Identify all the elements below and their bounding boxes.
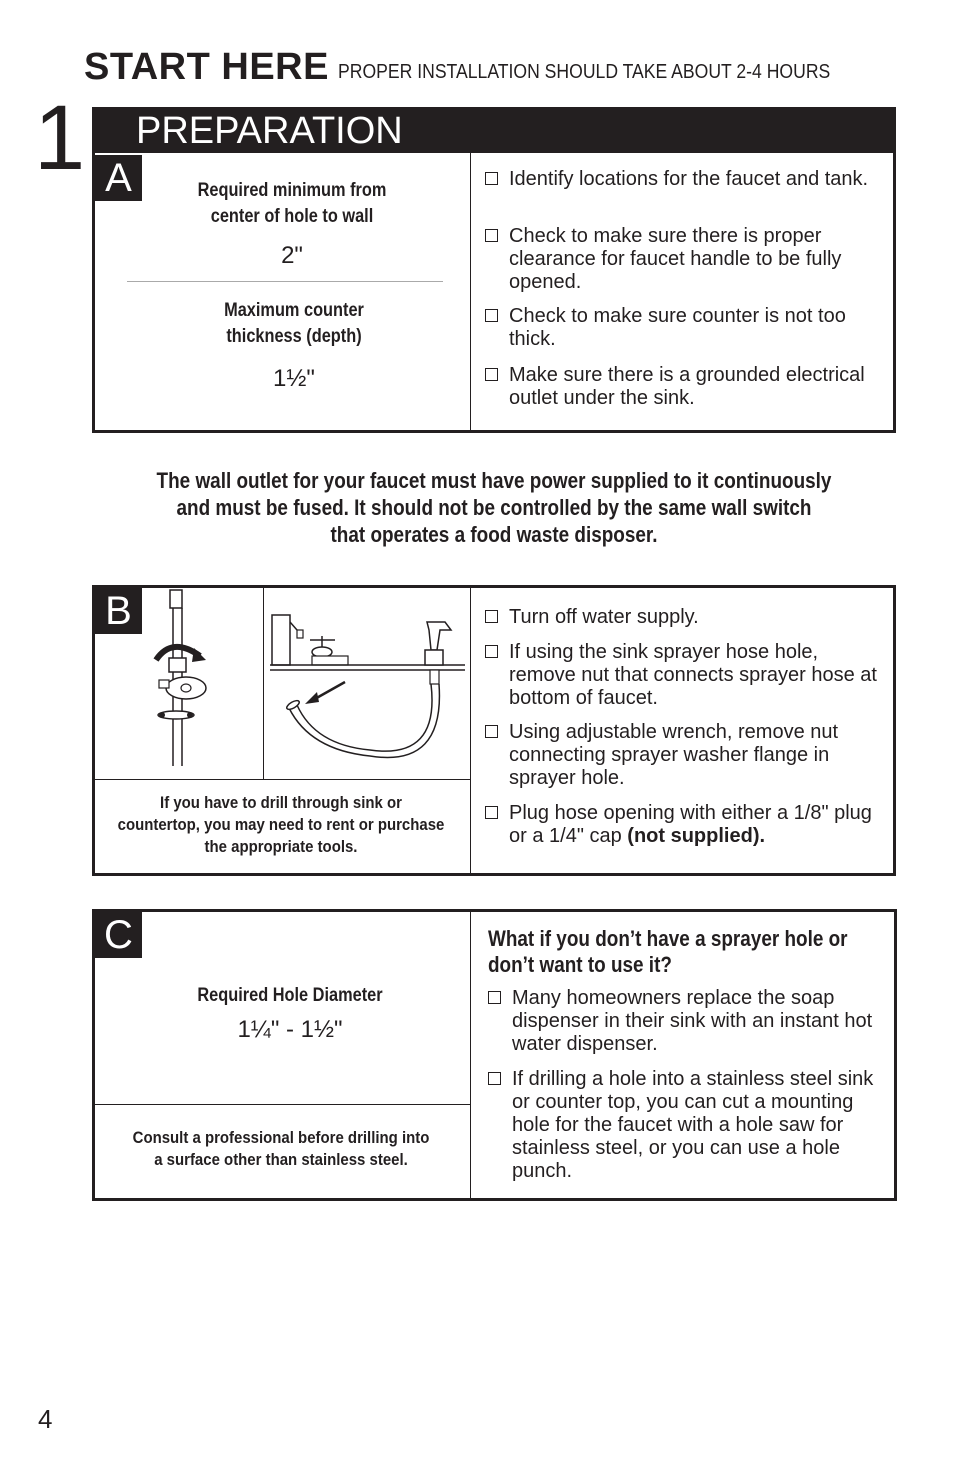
checkbox-icon[interactable] [485, 309, 498, 322]
consult-professional-caption: Consult a professional before drilling into a surface other than stainless steel. [132, 1128, 430, 1169]
not-supplied-note: (not supplied). [627, 825, 766, 847]
checklist-item: Check to make sure counter is not too thick. [485, 305, 885, 351]
checklist-item: Make sure there is a grounded electrical outlet under the sink. [485, 364, 885, 410]
water-valve-illustration [142, 588, 260, 773]
page-number: 4 [38, 1404, 53, 1434]
checklist-item: Using adjustable wrench, remove nut connecting sprayer washer flange in sprayer hole. [485, 721, 885, 790]
checklist-item: If using the sink sprayer hose hole, remove nut that connects sprayer hose at bottom of faucet. [485, 641, 885, 710]
section-c-letter: C [95, 912, 142, 958]
checkbox-icon[interactable] [488, 991, 501, 1004]
sprayer-question: What if you don’t have a sprayer hole or don’t want to use it? [488, 926, 848, 977]
step-number: 1 [34, 87, 86, 189]
page-title: START HERE [84, 46, 329, 88]
checkbox-icon[interactable] [485, 172, 498, 185]
sprayer-hose-illustration [265, 600, 468, 775]
spec-label-clearance: Required minimum from center of hole to wall [197, 180, 387, 227]
spec-label-hole-diameter: Required Hole Diameter [197, 985, 383, 1006]
checkbox-icon[interactable] [485, 725, 498, 738]
checklist-item: Many homeowners replace the soap dispenser in their sink with an instant hot water dispenser. [488, 987, 883, 1056]
checkbox-icon[interactable] [485, 806, 498, 819]
checklist-item: Identify locations for the faucet and tank. [485, 168, 885, 191]
electrical-notice: The wall outlet for your faucet must have power supplied to it continuously and must be fused. It should not be controlled by the same wall switch that operates a food waste disposer. [156, 468, 832, 547]
section-a-letter: A [95, 155, 142, 201]
section-title: PREPARATION [136, 110, 403, 152]
checkbox-icon[interactable] [485, 229, 498, 242]
checkbox-icon[interactable] [485, 645, 498, 658]
checklist-item: Check to make sure there is proper clearance for faucet handle to be fully opened. [485, 225, 885, 294]
checkbox-icon[interactable] [488, 1072, 501, 1085]
checklist-item: Turn off water supply. [485, 606, 885, 629]
spec-value-thickness: 1½" [273, 365, 315, 392]
page-subtitle: PROPER INSTALLATION SHOULD TAKE ABOUT 2-4 HOURS [338, 61, 831, 83]
checklist-item: Plug hose opening with either a 1/8" plug or a 1/4" cap (not supplied). [485, 802, 885, 848]
spec-label-thickness: Maximum counter thickness (depth) [224, 300, 364, 347]
spec-value-hole-diameter: 1¼" - 1½" [237, 1016, 343, 1043]
drill-tools-caption: If you have to drill through sink or countertop, you may need to rent or purchase the appropriate tools. [117, 793, 445, 856]
checklist-item: If drilling a hole into a stainless steel sink or counter top, you can cut a mounting hole for the faucet with a hole saw for stainless steel, or you can use a hole punch. [488, 1068, 883, 1183]
section-b-letter: B [95, 588, 142, 634]
checkbox-icon[interactable] [485, 610, 498, 623]
checkbox-icon[interactable] [485, 368, 498, 381]
spec-value-clearance: 2" [281, 242, 303, 269]
